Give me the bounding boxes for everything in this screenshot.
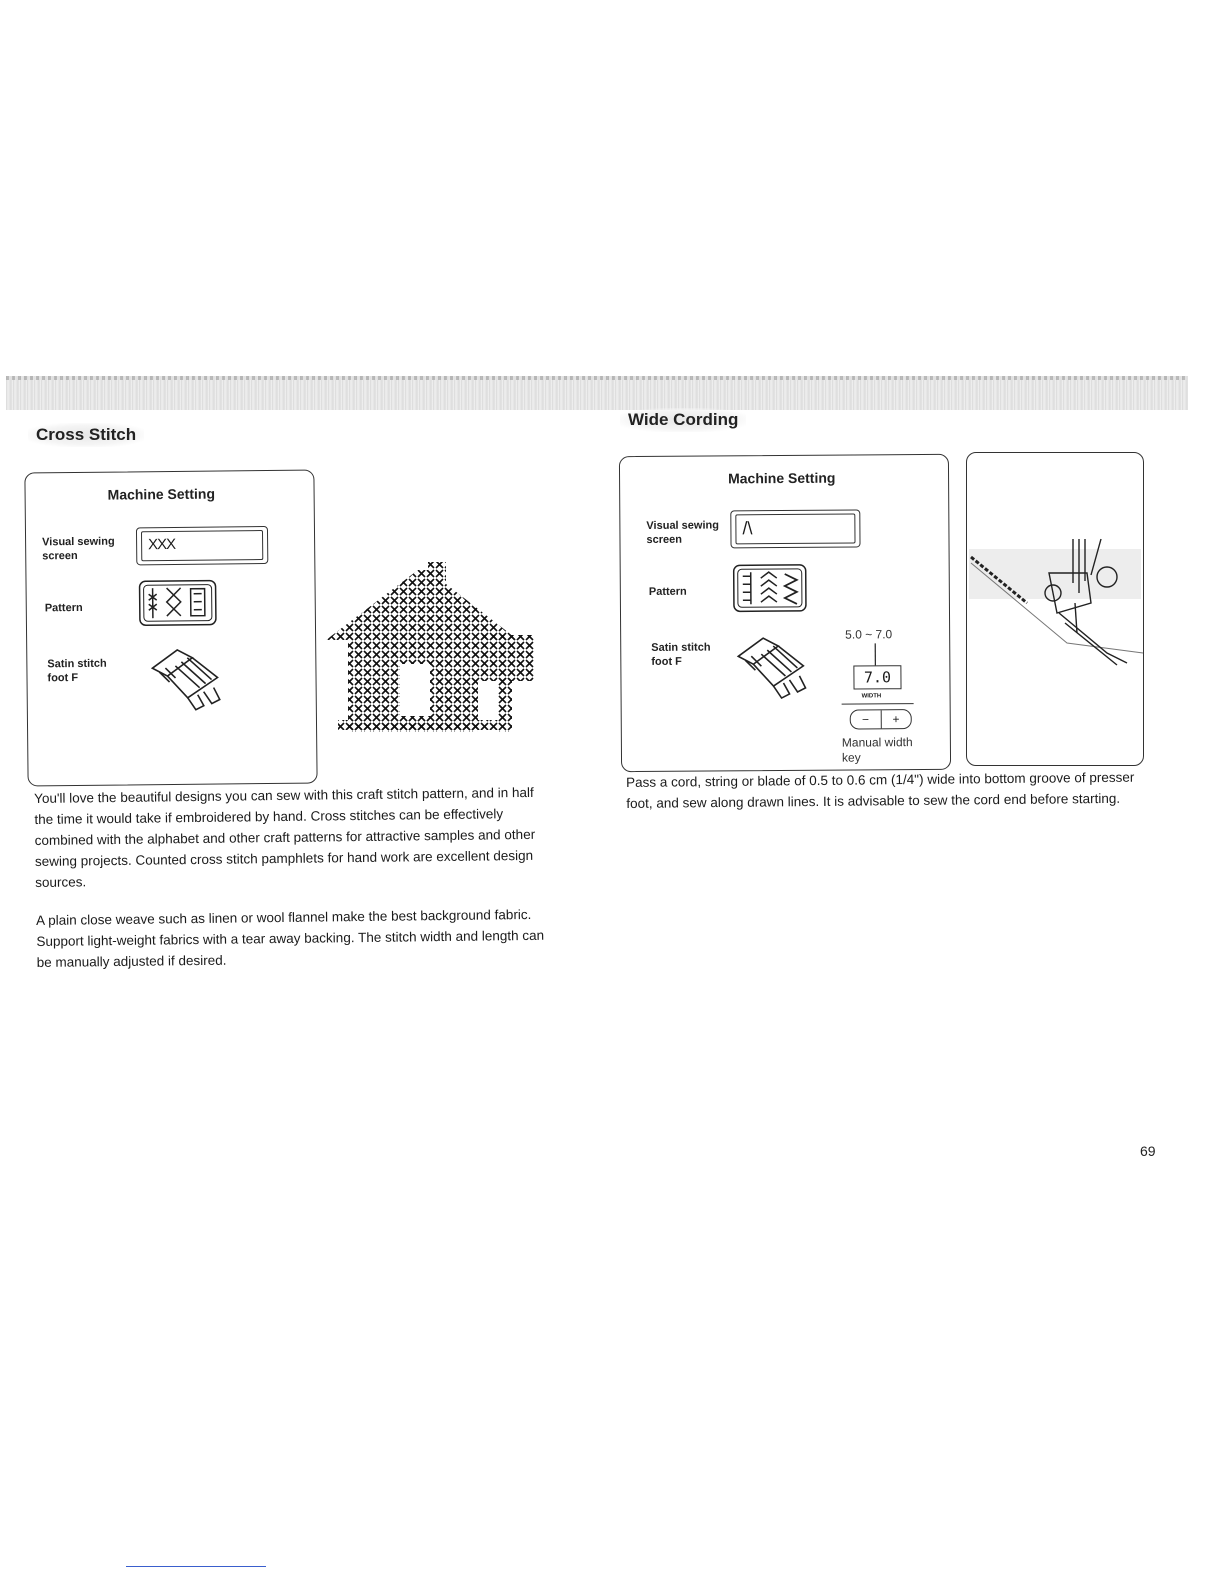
foot-label: Satin stitch foot F [47, 657, 107, 685]
pattern-label: Pattern [44, 601, 83, 615]
wide-cording-illustration-box [966, 452, 1144, 766]
cross-stitch-pattern-icon [138, 580, 216, 627]
visual-screen-label: Visual sewing screen [646, 519, 719, 546]
cross-stitch-machine-setting-box [24, 469, 317, 786]
width-display-value: 7.0 [863, 668, 892, 687]
wide-cording-machine-setting-box [619, 454, 951, 772]
footer-rule [126, 1566, 266, 1567]
width-indicator-line [873, 643, 877, 665]
manual-width-label: Manual width key [841, 735, 913, 765]
foot-label: Satin stitch foot F [651, 641, 711, 668]
presser-foot-icon [147, 647, 228, 718]
width-minus-button[interactable]: − [851, 710, 882, 728]
width-key-label: WIDTH [861, 693, 882, 700]
cross-stitch-house-sample [318, 560, 548, 740]
wide-cording-title: Wide Cording [620, 408, 746, 432]
cross-stitch-paragraph-1: You'll love the beautiful designs you can sew with this craft stitch pattern, and in half the time it would take if embroidered by hand. Cross stitches can be effectively combined with the alphabet and other craft patterns for attractive samples and other sewing projects. Counted cross stitch pamphlets for hand work are excellent design sources. [34, 784, 536, 890]
width-separator [842, 703, 914, 705]
pattern-label: Pattern [648, 585, 687, 598]
width-plus-button[interactable]: + [892, 712, 900, 727]
sewing-machine-illustration [967, 453, 1143, 765]
visual-sewing-screen [730, 509, 860, 548]
width-range: 5.0 ~ 7.0 [845, 627, 893, 642]
header-band [6, 376, 1188, 410]
page-number: 69 [1140, 1143, 1156, 1159]
machine-setting-title: Machine Setting [728, 469, 836, 487]
presser-foot-icon [733, 636, 813, 707]
width-display [853, 665, 901, 689]
visual-screen-label: Visual sewing screen [42, 535, 115, 563]
cross-stitch-title: Cross Stitch [28, 423, 144, 447]
wide-cording-paragraph: Pass a cord, string or blade of 0.5 to 0.6 cm (1/4") wide into bottom groove of presser foot, and sew along drawn lines. It is advisable to sew the cord end before starting. [626, 769, 1135, 811]
visual-screen-value: /\ [735, 514, 855, 545]
visual-screen-value: XXX [141, 530, 263, 561]
width-key-group [850, 709, 912, 729]
visual-sewing-screen [136, 526, 268, 565]
cross-stitch-paragraph-2: A plain close weave such as linen or wool flannel make the best background fabric. Support light-weight fabrics with a tear away backing. The stitch width and length can be manually adjusted if desired. [36, 906, 545, 970]
machine-setting-title: Machine Setting [107, 485, 216, 503]
wide-cording-pattern-icon [733, 564, 807, 613]
